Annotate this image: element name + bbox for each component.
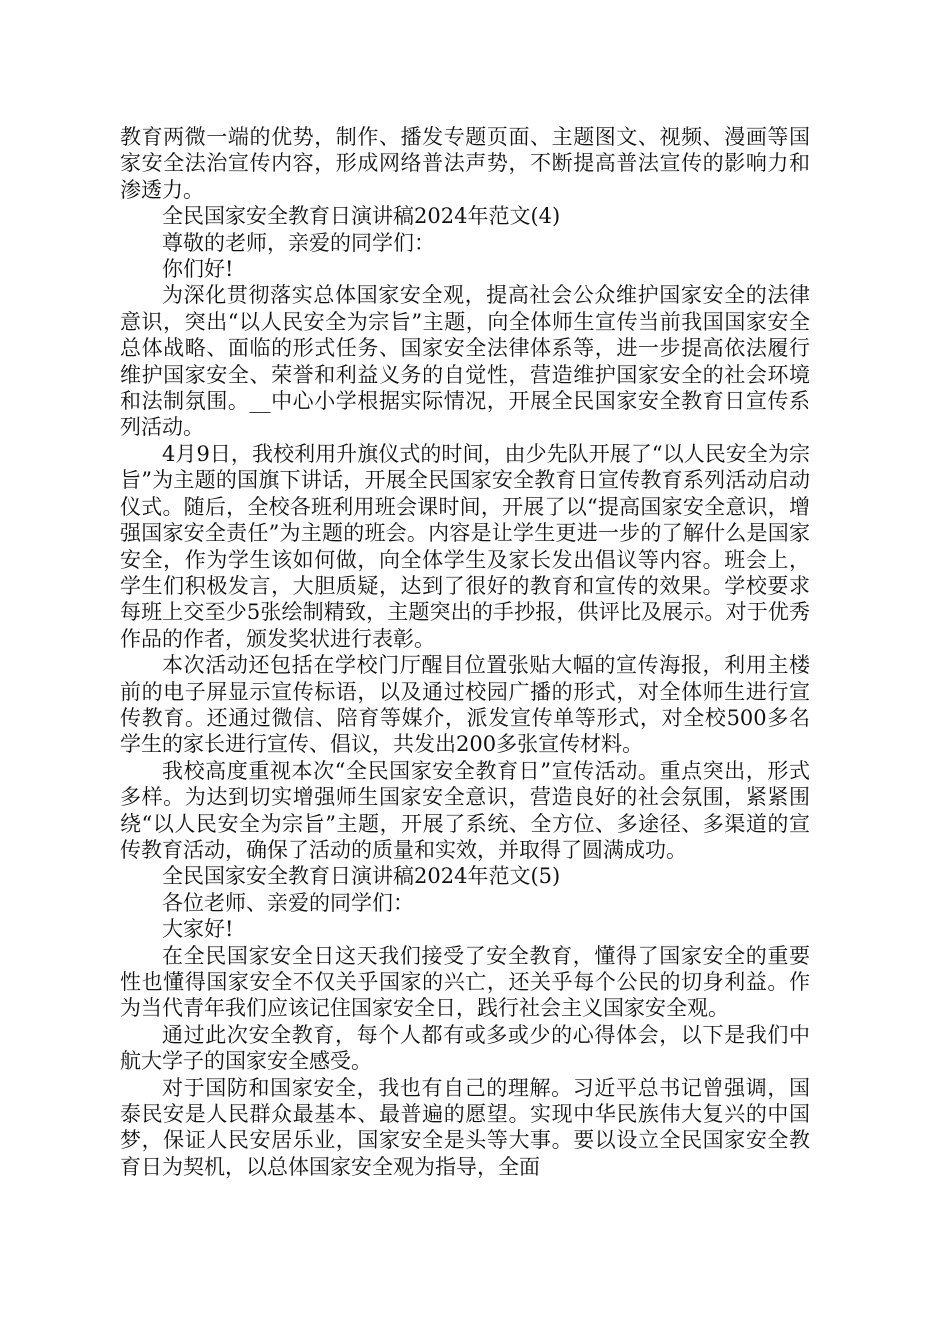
section-heading: 全民国家安全教育日演讲稿2024年范文(5)	[162, 864, 561, 889]
document-page	[120, 124, 810, 1180]
body-paragraph: 教育两微一端的优势，制作、播发专题页面、主题图文、视频、漫画等国家安全法治宣传内容，形成网络普法声势，不断提高普法宣传的影响力和渗透力。	[120, 125, 810, 202]
salutation: 尊敬的老师，亲爱的同学们：	[162, 230, 435, 255]
salutation: 各位老师、亲爱的同学们：	[162, 890, 414, 915]
body-paragraph: 通过此次安全教育，每个人都有或多或少的心得体会，以下是我们中航大学子的国家安全感受。	[120, 1022, 810, 1074]
body-paragraph: 在全民国家安全日这天我们接受了安全教育，懂得了国家安全的重要性也懂得国家安全不仅关乎国家的兴亡，还关乎每个公民的切身利益。作为当代青年我们应该记住国家安全日，践行社会主义国家安全观。	[120, 943, 810, 1021]
body-paragraph: 本次活动还包括在学校门厅醒目位置张贴大幅的宣传海报，利用主楼前的电子屏显示宣传标语，以及通过校园广播的形式，对全体师生进行宣传教育。还通过微信、陪育等媒介，派发宣传单等形式，对全校500多名学生的家长进行宣传、倡议，共发出200多张宣传材料。	[120, 653, 810, 757]
body-paragraph: 为深化贯彻落实总体国家安全观，提高社会公众维护国家安全的法律意识，突出“以人民安全为宗旨”主题，向全体师生宣传当前我国国家安全总体战略、面临的形式任务、国家安全法律体系等，进一步提高依法履行维护国家安全、荣誉和利益义务的自觉性，营造维护国家安全的社会环境和法制氛围。__中心小学根据实际情况，开展全民国家安全教育日宣传系列活动。	[120, 283, 810, 440]
body-paragraph: 对于国防和国家安全，我也有自己的理解。习近平总书记曾强调，国泰民安是人民群众最基本、最普遍的愿望。实现中华民族伟大复兴的中国梦，保证人民安居乐业，国家安全是头等大事。要以设立全民国家安全教育日为契机，以总体国家安全观为指导，全面	[120, 1075, 810, 1179]
section-heading: 全民国家安全教育日演讲稿2024年范文(4)	[162, 204, 561, 229]
body-paragraph: 我校高度重视本次“全民国家安全教育日”宣传活动。重点突出，形式多样。为达到切实增强师生国家安全意识，营造良好的社会氛围，紧紧围绕“以人民安全为宗旨”主题，开展了系统、全方位、多途径、多渠道的宣传教育活动，确保了活动的质量和实效，并取得了圆满成功。	[120, 758, 810, 862]
body-paragraph: 4月9日，我校利用升旗仪式的时间，由少先队开展了“以人民安全为宗旨”为主题的国旗下讲话，开展全民国家安全教育日宣传教育系列活动启动仪式。随后，全校各班利用班会课时间，开展了以“提高国家安全意识，增强国家安全责任”为主题的班会。内容是让学生更进一步的了解什么是国家安全，作为学生该如何做，向全体学生及家长发出倡议等内容。班会上，学生们积极发言，大胆质疑，达到了很好的教育和宣传的效果。学校要求每班上交至少5张绘制精致，主题突出的手抄报，供评比及展示。对于优秀作品的作者，颁发奖状进行表彰。	[120, 441, 810, 651]
greeting: 你们好!	[162, 257, 234, 282]
greeting: 大家好!	[162, 917, 234, 942]
